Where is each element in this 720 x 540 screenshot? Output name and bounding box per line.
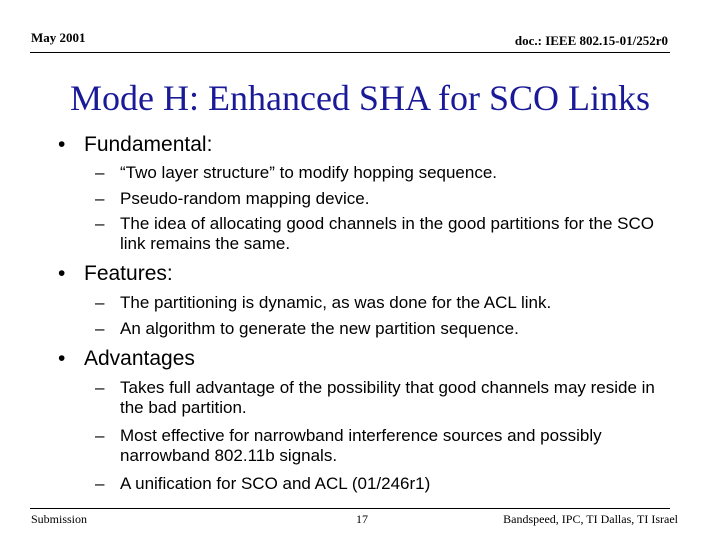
bullet-dot-icon: • bbox=[58, 262, 66, 285]
sub-item bbox=[95, 293, 660, 313]
bullet-fundamental bbox=[58, 133, 212, 157]
bullet-dot-icon: • bbox=[58, 347, 66, 370]
sub-item-text: A unification for SCO and ACL (01/246r1) bbox=[120, 474, 431, 493]
sub-item-text: Takes full advantage of the possibility that good channels may reside in the bad partition. bbox=[120, 378, 655, 417]
dash-icon: – bbox=[95, 214, 105, 233]
header-date: May 2001 bbox=[31, 30, 86, 45]
header-doc-id: doc.: IEEE 802.15-01/252r0 bbox=[514, 33, 668, 48]
slide-title: Mode H: Enhanced SHA for SCO Links bbox=[70, 78, 650, 118]
sub-item bbox=[95, 189, 660, 209]
footer-page-number: 17 bbox=[356, 512, 368, 526]
bullet-features bbox=[58, 262, 173, 286]
header-divider bbox=[30, 52, 670, 53]
dash-icon: – bbox=[95, 378, 105, 397]
dash-icon: – bbox=[95, 163, 105, 182]
bullet-dot-icon: • bbox=[58, 133, 66, 156]
bullet-heading: Features: bbox=[84, 262, 173, 285]
dash-icon: – bbox=[95, 474, 105, 493]
footer-left: Submission bbox=[31, 512, 88, 526]
sub-item-text: The partitioning is dynamic, as was done for the ACL link. bbox=[120, 293, 552, 312]
dash-icon: – bbox=[95, 189, 105, 208]
sub-item bbox=[95, 319, 660, 339]
bullet-heading: Fundamental: bbox=[84, 133, 213, 156]
dash-icon: – bbox=[95, 293, 105, 312]
bullet-advantages bbox=[58, 347, 195, 371]
bullet-heading: Advantages bbox=[84, 347, 195, 370]
sub-item-text: An algorithm to generate the new partition sequence. bbox=[120, 319, 519, 338]
dash-icon: – bbox=[95, 426, 105, 445]
sub-item bbox=[95, 378, 660, 418]
sub-item bbox=[95, 474, 660, 494]
dash-icon: – bbox=[95, 319, 105, 338]
sub-item-text: Pseudo-random mapping device. bbox=[120, 189, 370, 208]
footer-divider bbox=[30, 508, 670, 509]
sub-item-text: “Two layer structure” to modify hopping sequence. bbox=[120, 163, 498, 182]
sub-item bbox=[95, 426, 660, 466]
sub-item bbox=[95, 163, 660, 183]
sub-item-text: Most effective for narrowband interference sources and possibly narrowband 802.11b signals. bbox=[120, 426, 602, 465]
footer-right: Bandspeed, IPC, TI Dallas, TI Israel bbox=[503, 512, 678, 526]
sub-item bbox=[95, 214, 660, 254]
sub-item-text: The idea of allocating good channels in the good partitions for the SCO link remains the same. bbox=[120, 214, 654, 253]
